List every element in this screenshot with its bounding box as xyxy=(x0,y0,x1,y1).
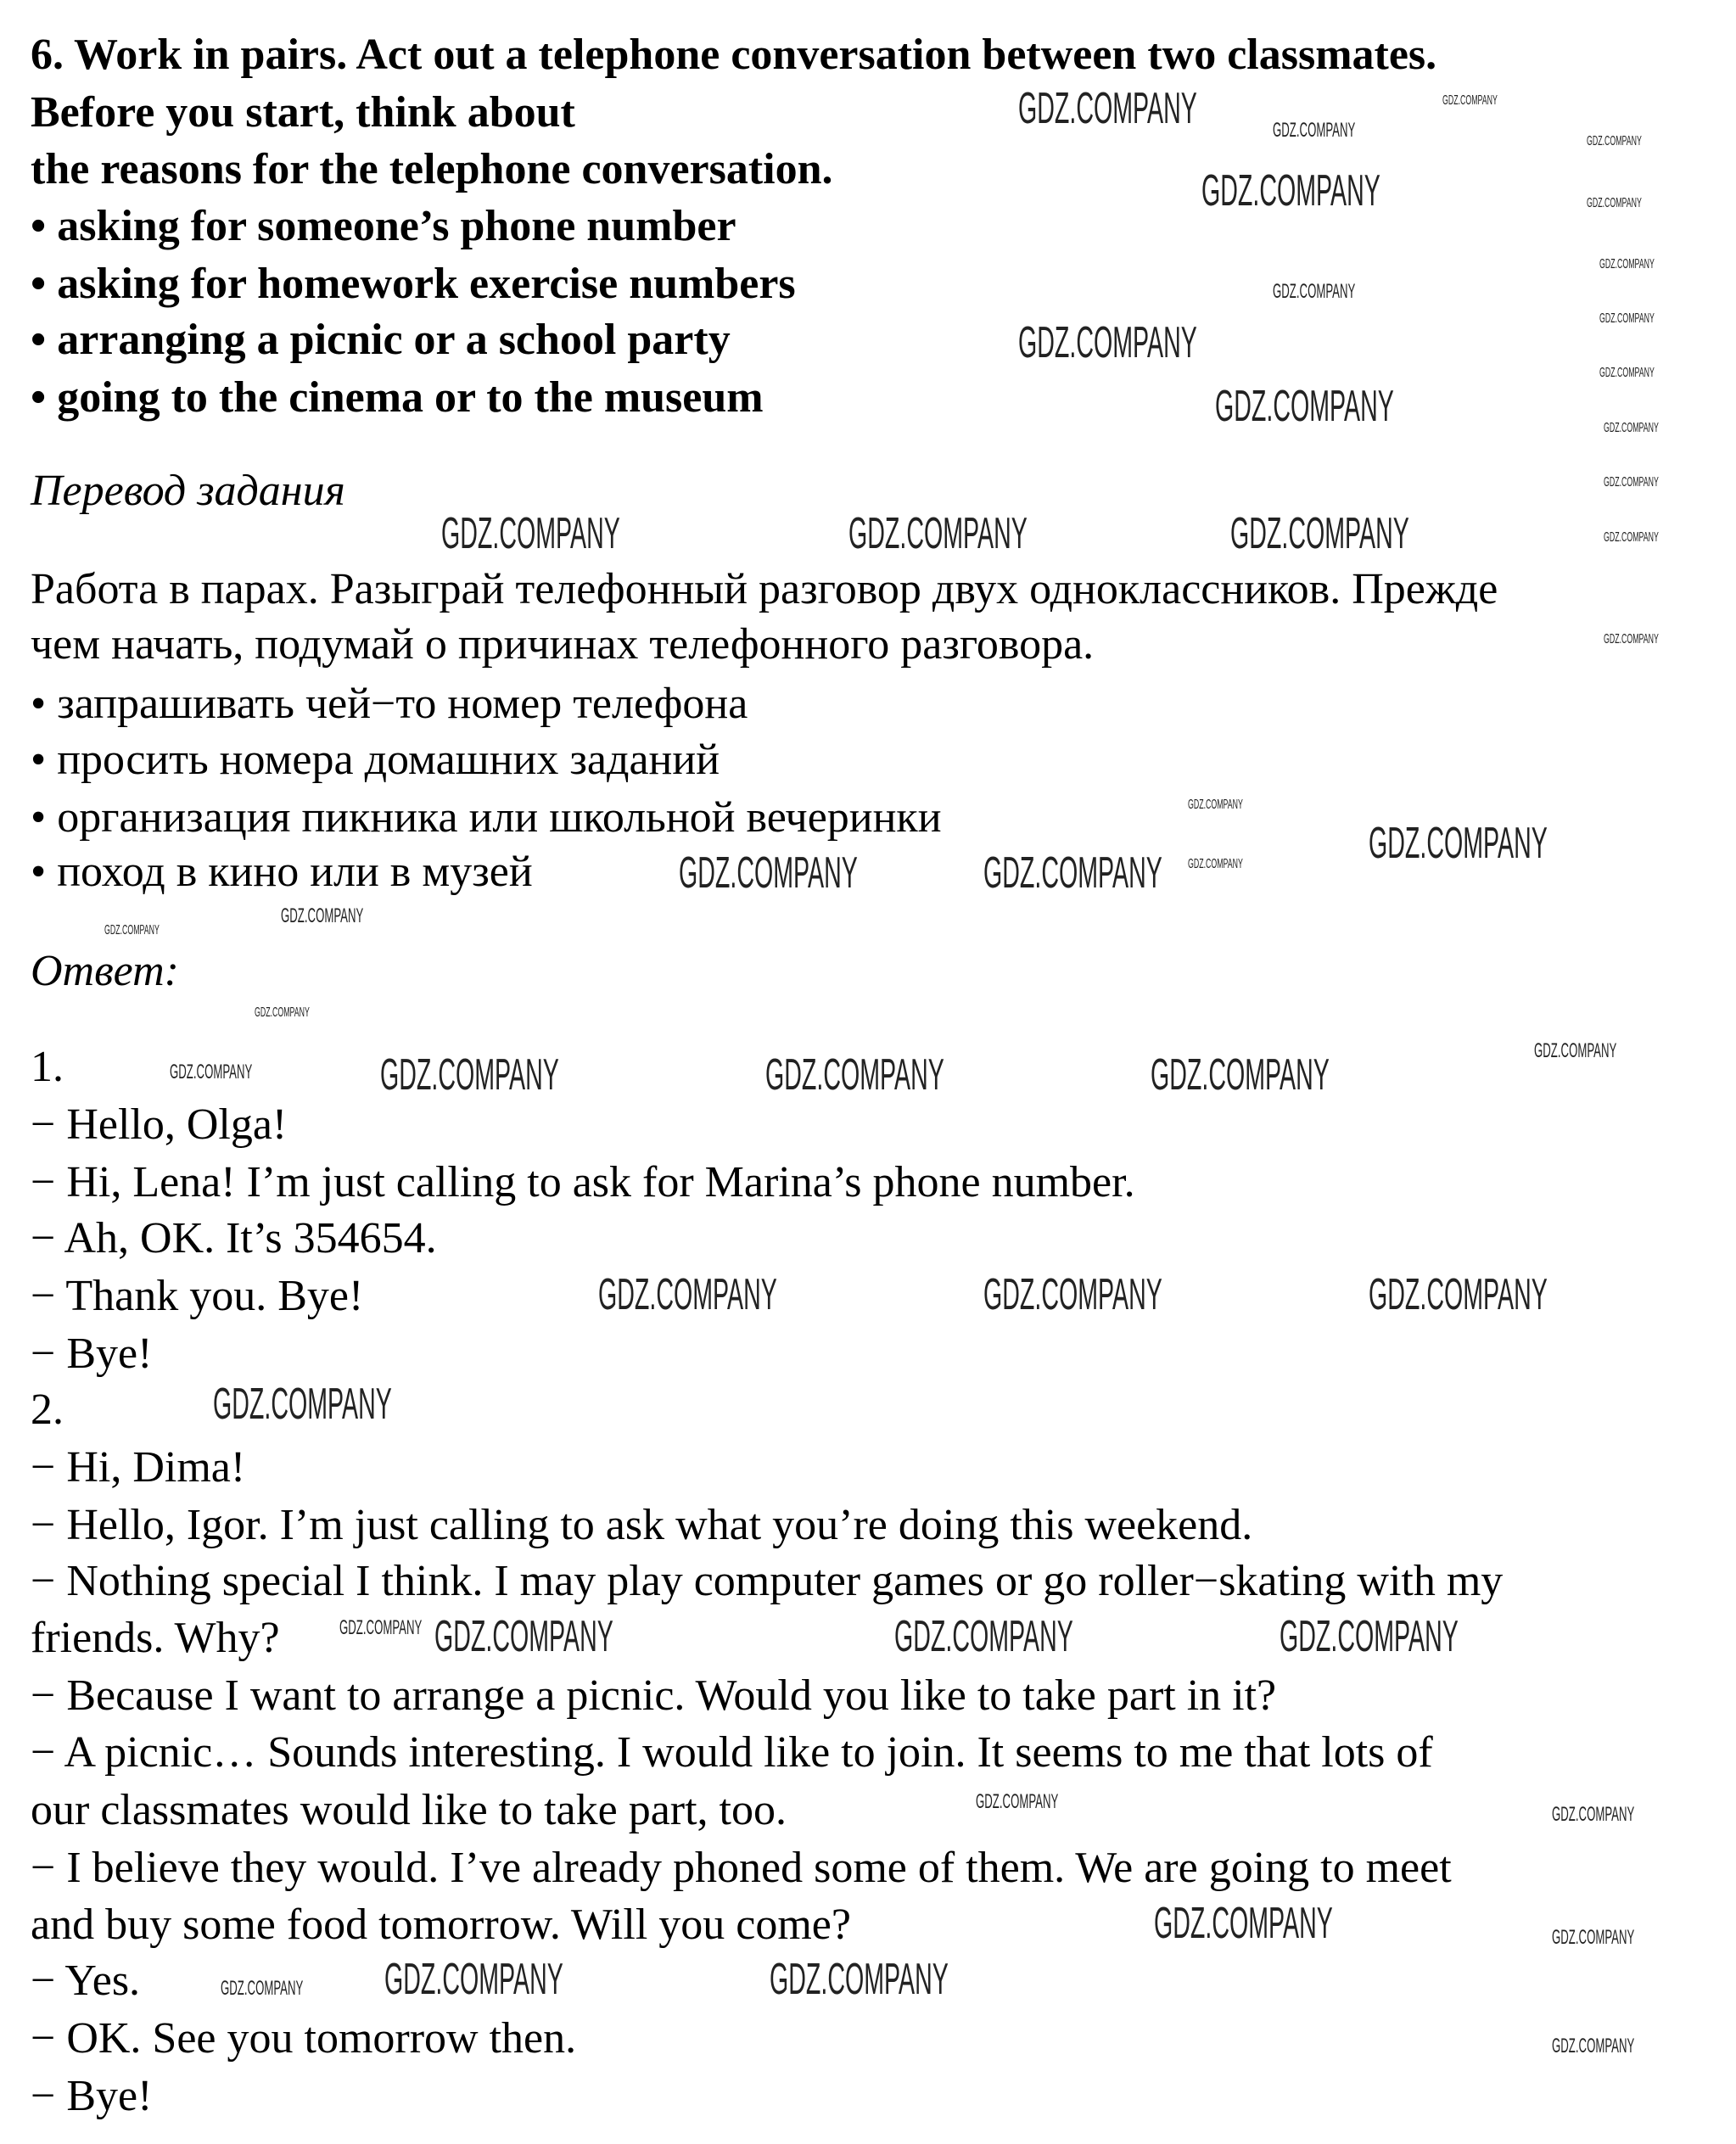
watermark: GDZ.COMPANY xyxy=(1201,166,1380,216)
watermark: GDZ.COMPANY xyxy=(983,1270,1162,1319)
translation-heading: Перевод задания xyxy=(31,467,345,515)
task-bullet: • asking for someone’s phone number xyxy=(31,202,736,250)
dialogue-line: friends. Why? xyxy=(31,1614,280,1662)
watermark: GDZ.COMPANY xyxy=(1280,1612,1459,1661)
task-line: the reasons for the telephone conversation. xyxy=(31,145,833,193)
dialogue-number: 2. xyxy=(31,1385,64,1434)
dialogue-line: − Bye! xyxy=(31,2072,153,2120)
translation-line: чем начать, подумай о причинах телефонного разговора. xyxy=(31,620,1095,669)
dialogue-line: − Nothing special I think. I may play computer games or go roller−skating with my xyxy=(31,1557,1504,1605)
watermark: GDZ.COMPANY xyxy=(1604,475,1659,490)
watermark: GDZ.COMPANY xyxy=(679,848,858,898)
dialogue-line: − Hi, Lena! I’m just calling to ask for Marina’s phone number. xyxy=(31,1158,1135,1206)
dialogue-line: − Thank you. Bye! xyxy=(31,1272,364,1320)
watermark: GDZ.COMPANY xyxy=(976,1790,1059,1813)
translation-bullet: • просить номера домашних заданий xyxy=(31,736,720,784)
task-title: 6. Work in pairs. Act out a telephone conversation between two classmates. xyxy=(31,31,1437,79)
watermark: GDZ.COMPANY xyxy=(894,1612,1073,1661)
task-line: Before you start, think about xyxy=(31,88,575,137)
watermark: GDZ.COMPANY xyxy=(1151,1050,1330,1100)
watermark: GDZ.COMPANY xyxy=(281,904,364,927)
watermark: GDZ.COMPANY xyxy=(1369,1270,1548,1319)
watermark: GDZ.COMPANY xyxy=(1534,1039,1617,1062)
watermark: GDZ.COMPANY xyxy=(1188,857,1243,871)
watermark: GDZ.COMPANY xyxy=(1273,119,1356,142)
watermark: GDZ.COMPANY xyxy=(104,923,160,938)
watermark: GDZ.COMPANY xyxy=(1018,318,1197,367)
dialogue-line: − Hello, Olga! xyxy=(31,1100,288,1149)
watermark: GDZ.COMPANY xyxy=(170,1061,253,1083)
task-bullet: • arranging a picnic or a school party xyxy=(31,316,731,364)
watermark: GDZ.COMPANY xyxy=(1369,819,1548,868)
watermark: GDZ.COMPANY xyxy=(765,1050,944,1100)
translation-bullet: • запрашивать чей−то номер телефона xyxy=(31,680,748,728)
dialogue-line: − Hello, Igor. I’m just calling to ask what you’re doing this weekend. xyxy=(31,1501,1253,1549)
watermark: GDZ.COMPANY xyxy=(221,1977,304,2000)
watermark: GDZ.COMPANY xyxy=(441,509,620,558)
watermark: GDZ.COMPANY xyxy=(1552,2035,1635,2057)
watermark: GDZ.COMPANY xyxy=(1587,196,1642,210)
translation-line: Работа в парах. Разыграй телефонный разговор двух одноклассников. Прежде xyxy=(31,565,1498,613)
watermark: GDZ.COMPANY xyxy=(1587,134,1642,148)
watermark: GDZ.COMPANY xyxy=(384,1955,563,2004)
watermark: GDZ.COMPANY xyxy=(1230,509,1409,558)
task-bullet: • asking for homework exercise numbers xyxy=(31,260,796,308)
dialogue-line: − Because I want to arrange a picnic. Would you like to take part in it? xyxy=(31,1671,1277,1720)
dialogue-line: our classmates would like to take part, too. xyxy=(31,1786,787,1834)
task-bullet: • going to the cinema or to the museum xyxy=(31,373,764,422)
watermark: GDZ.COMPANY xyxy=(1552,1803,1635,1826)
watermark: GDZ.COMPANY xyxy=(983,848,1162,898)
watermark: GDZ.COMPANY xyxy=(339,1616,423,1639)
translation-bullet: • организация пикника или школьной вечеринки xyxy=(31,793,942,842)
dialogue-line: − Bye! xyxy=(31,1330,153,1378)
watermark: GDZ.COMPANY xyxy=(255,1005,310,1020)
watermark: GDZ.COMPANY xyxy=(1154,1899,1333,1948)
dialogue-line: − I believe they would. I’ve already phoned some of them. We are going to meet xyxy=(31,1844,1452,1892)
translation-bullet: • поход в кино или в музей xyxy=(31,848,533,896)
watermark: GDZ.COMPANY xyxy=(1604,632,1659,647)
watermark: GDZ.COMPANY xyxy=(213,1380,392,1429)
watermark: GDZ.COMPANY xyxy=(598,1270,777,1319)
watermark: GDZ.COMPANY xyxy=(1552,1926,1635,1949)
watermark: GDZ.COMPANY xyxy=(1604,421,1659,435)
watermark: GDZ.COMPANY xyxy=(1599,311,1655,326)
watermark: GDZ.COMPANY xyxy=(434,1612,613,1661)
dialogue-line: − Yes. xyxy=(31,1956,141,2005)
watermark: GDZ.COMPANY xyxy=(1188,798,1243,812)
dialogue-line: and buy some food tomorrow. Will you come? xyxy=(31,1900,851,1949)
watermark: GDZ.COMPANY xyxy=(1599,366,1655,380)
dialogue-line: − OK. See you tomorrow then. xyxy=(31,2014,577,2063)
watermark: GDZ.COMPANY xyxy=(1273,280,1356,303)
dialogue-line: − A picnic… Sounds interesting. I would like to join. It seems to me that lots of xyxy=(31,1728,1433,1777)
watermark: GDZ.COMPANY xyxy=(1442,93,1498,108)
watermark: GDZ.COMPANY xyxy=(1215,382,1394,431)
dialogue-line: − Ah, OK. It’s 354654. xyxy=(31,1214,437,1262)
watermark: GDZ.COMPANY xyxy=(380,1050,559,1100)
answer-heading: Ответ: xyxy=(31,947,179,995)
dialogue-line: − Hi, Dima! xyxy=(31,1443,246,1492)
watermark: GDZ.COMPANY xyxy=(1604,530,1659,545)
watermark: GDZ.COMPANY xyxy=(1599,257,1655,271)
watermark: GDZ.COMPANY xyxy=(1018,84,1197,133)
watermark: GDZ.COMPANY xyxy=(770,1955,949,2004)
watermark: GDZ.COMPANY xyxy=(848,509,1028,558)
dialogue-number: 1. xyxy=(31,1043,64,1091)
